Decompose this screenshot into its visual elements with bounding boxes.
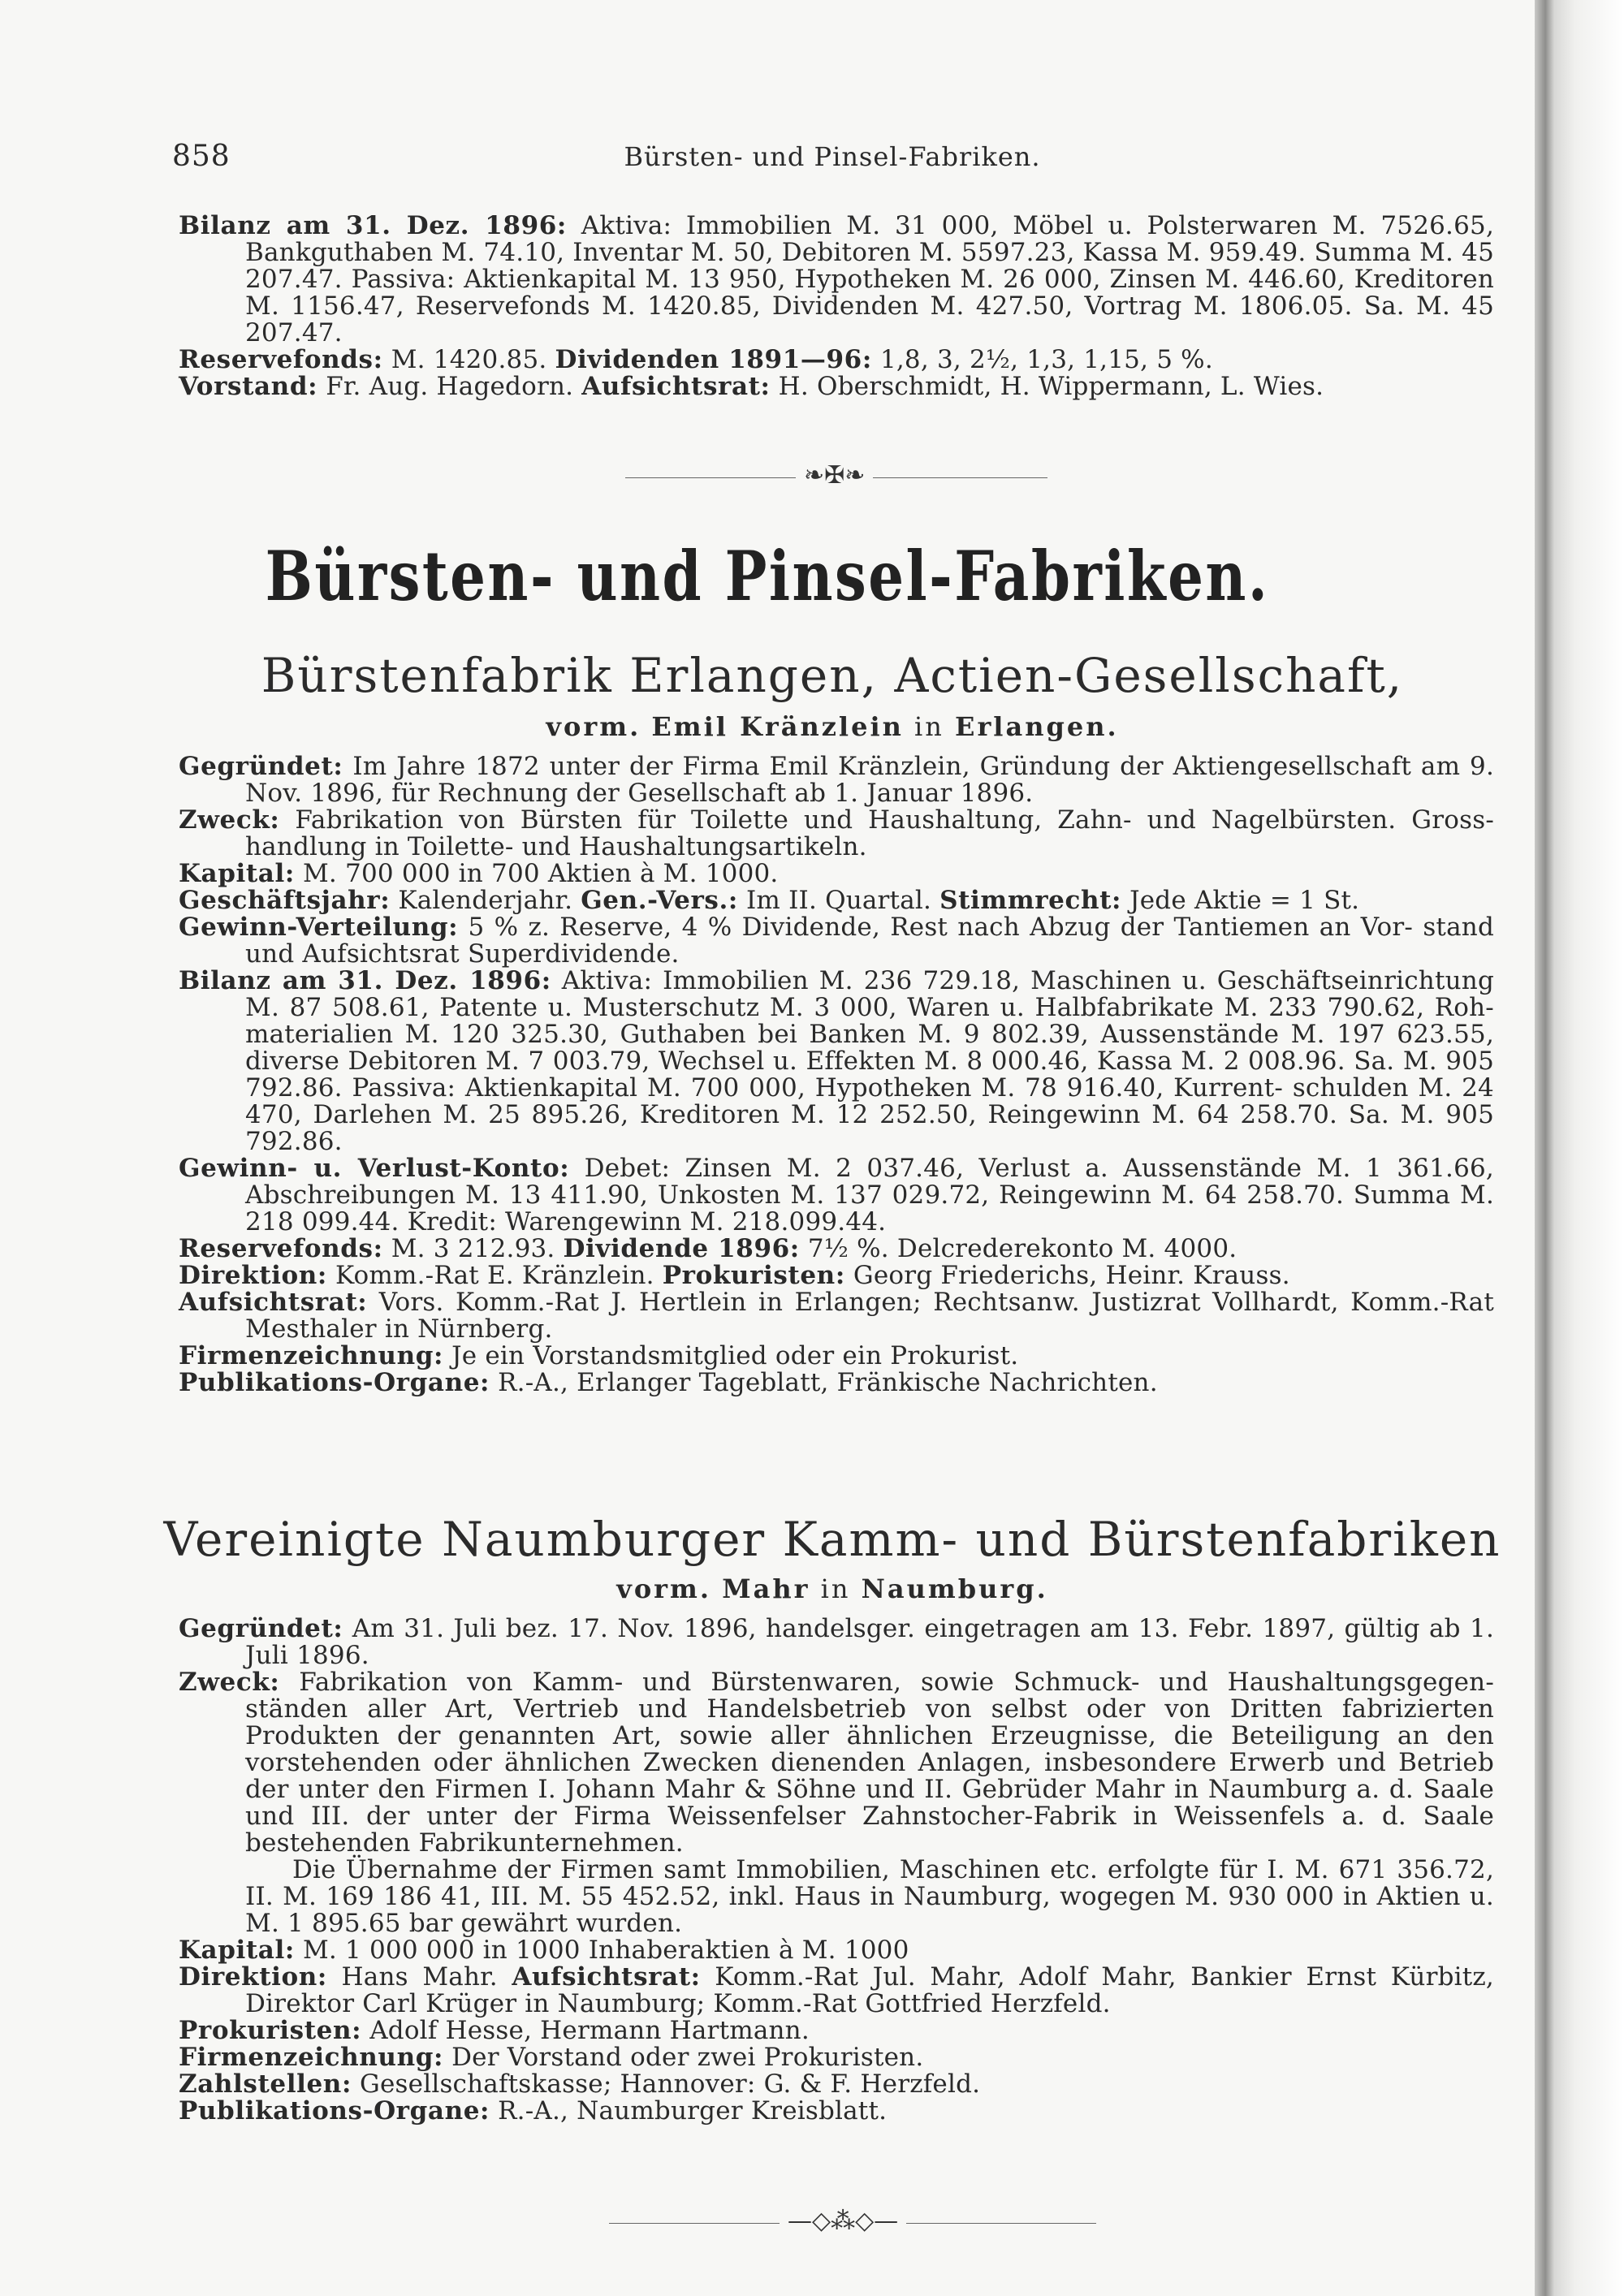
- company1-direktion: Direktion: Komm.-Rat E. Kränzlein. Prokuristen: Georg Friederichs, Heinr. Krauss.: [179, 1261, 1290, 1290]
- company1-aufsichtsrat: Aufsichtsrat: Vors. Komm.-Rat J. Hertlein in Erlangen; Rechtsanw. Justizrat Vollhardt, Komm.-Rat Mesthaler in Nürnberg.: [179, 1288, 1494, 1344]
- ornament-icon: ❧✠❧: [796, 461, 873, 490]
- company2-title: Vereinigte Naumburger Kamm- und Bürstenfabriken: [163, 1512, 1501, 1567]
- prev-bilanz: Bilanz am 31. Dez. 1896: Aktiva: Immobilien M. 31 000, Möbel u. Polsterwaren M. 7526.65, Bankguthaben M. 74.10, Inventar M. 50, Debitoren M. 5597.23, Kassa M. 959.49. Summa M. 45 207.47. Passiva: Aktienkapital M. 13 950, Hypotheken M. 26 000, Zinsen M. 446.60, Kreditoren M. 1156.47, Reservefonds M. 1420.85, Dividenden M. 427.50, Vortrag M. 1806.05. Sa. M. 45 207.47.: [179, 211, 1494, 347]
- company2-zahlstellen: Zahlstellen: Gesellschaftskasse; Hannover: G. & F. Herzfeld.: [179, 2069, 981, 2099]
- company2-kapital: Kapital: M. 1 000 000 in 1000 Inhaberaktien à M. 1000: [179, 1936, 909, 1965]
- company1-gewinn-verteilung: Gewinn-Verteilung: 5 % z. Reserve, 4 % Dividende, Rest nach Abzug der Tantiemen an Vor- stand und Aufsichtsrat Superdividende.: [179, 913, 1494, 969]
- company1-kapital: Kapital: M. 700 000 in 700 Aktien à M. 1000.: [179, 859, 779, 888]
- company2-prokuristen: Prokuristen: Adolf Hesse, Hermann Hartmann.: [179, 2016, 810, 2045]
- company1-bilanz: Bilanz am 31. Dez. 1896: Aktiva: Immobilien M. 236 729.18, Maschinen u. Geschäftseinrichtung M. 87 508.61, Patente u. Musterschutz M. 3 000, Waren u. Halbfabrikate M. 233 790.62, Roh- materialien M. 120 325.30, Guthaben bei Banken M. 9 802.39, Aussenstände M. 197 623.55, diverse Debitoren M. 7 003.79, Wechsel u. Effekten M. 8 000.46, Kassa M. 2 008.96. Sa. M. 905 792.86. Passiva: Aktienkapital M. 700 000, Hypotheken M. 78 916.40, Kurrent- schulden M. 24 470, Darlehen M. 25 895.26, Kreditoren M. 12 252.50, Reingewinn M. 64 258.70. Sa. M. 905 792.86.: [179, 966, 1495, 1156]
- company2-firmenzeichnung: Firmenzeichnung: Der Vorstand oder zwei Prokuristen.: [179, 2043, 924, 2072]
- company1-gegruendet: Gegründet: Im Jahre 1872 unter der Firma Emil Kränzlein, Gründung der Aktiengesellschaft am 9. Nov. 1896, für Rechnung der Gesellschaft ab 1. Januar 1896.: [179, 752, 1494, 808]
- prev-reserve-dividenden: Reservefonds: M. 1420.85. Dividenden 1891—96: 1,8, 3, 2½, 1,3, 1,15, 5 %.: [179, 345, 1213, 374]
- section-title: Bürsten- und Pinsel-Fabriken.: [265, 536, 1270, 616]
- company2-gegruendet: Gegründet: Am 31. Juli bez. 17. Nov. 1896, handelsger. eingetragen am 13. Febr. 1897, gültig ab 1. Juli 1896.: [179, 1614, 1494, 1670]
- page-edge-shadow: [1535, 0, 1624, 2296]
- page-header: [172, 140, 1492, 180]
- page-number: 858: [172, 140, 231, 173]
- company2-publikation: Publikations-Organe: R.-A., Naumburger Kreisblatt.: [179, 2096, 888, 2126]
- prev-company-block: [179, 213, 1494, 400]
- company2-body: [179, 1616, 1494, 2125]
- prev-vorstand: Vorstand: Fr. Aug. Hagedorn. Aufsichtsrat: H. Oberschmidt, H. Wippermann, L. Wies.: [179, 372, 1324, 401]
- company1-body: [179, 753, 1494, 1396]
- company1-subtitle: vorm. Emil Kränzlein in Erlangen.: [546, 711, 1119, 742]
- company1-zweck: Zweck: Fabrikation von Bürsten für Toilette und Haushaltung, Zahn- und Nagelbürsten. Gross- handlung in Toilette- und Haushaltungsartikeln.: [179, 805, 1494, 861]
- company2-subtitle: vorm. Mahr in Naumburg.: [616, 1573, 1048, 1604]
- company1-gewinn-verlust: Gewinn- u. Verlust-Konto: Debet: Zinsen M. 2 037.46, Verlust a. Aussenstände M. 1 361.66, Abschreibungen M. 13 411.90, Unkosten M. 137 029.72, Reingewinn M. 64 258.70. Summa M. 218 099.44. Kredit: Warengewinn M. 218.099.44.: [179, 1154, 1494, 1236]
- company2-direktion: Direktion: Hans Mahr. Aufsichtsrat: Komm.-Rat Jul. Mahr, Adolf Mahr, Bankier Ernst Kürbitz, Direktor Carl Krüger in Naumburg; Komm.-Rat Gottfried Herzfeld.: [179, 1962, 1494, 2018]
- company1-geschaeftsjahr: Geschäftsjahr: Kalenderjahr. Gen.-Vers.: Im II. Quartal. Stimmrecht: Jede Aktie = 1 St.: [179, 886, 1360, 915]
- running-title: Bürsten- und Pinsel-Fabriken.: [624, 141, 1041, 172]
- company1-firmenzeichnung: Firmenzeichnung: Je ein Vorstandsmitglied oder ein Prokurist.: [179, 1341, 1019, 1370]
- ornament-bottom-icon: —◇⁂◇—: [780, 2207, 906, 2235]
- company2-zweck: Zweck: Fabrikation von Kamm- und Bürstenwaren, sowie Schmuck- und Haushaltungsgegen- ständen aller Art, Vertrieb und Handelsbetrieb von selbst oder von Dritten fabrizierten Produkten der genannten Art, sowie aller ähnlichen Erzeugnisse, die Beteiligung an den vorstehenden oder ähnlichen Zwecken dienenden Anlagen, insbesondere Erwerb und Betrieb der unter den Firmen I. Johann Mahr & Söhne und II. Gebrüder Mahr in Naumburg a. d. Saale und III. der unter der Firma Weissenfelser Zahnstocher-Fabrik in Weissenfels a. d. Saale bestehenden Fabrikunternehmen.: [179, 1668, 1494, 1858]
- company1-reserve-dividende: Reservefonds: M. 3 212.93. Dividende 1896: 7½ %. Delcrederekonto M. 4000.: [179, 1234, 1237, 1263]
- company1-title: Bürstenfabrik Erlangen, Actien-Gesellschaft,: [261, 648, 1404, 703]
- company1-publikation: Publikations-Organe: R.-A., Erlanger Tageblatt, Fränkische Nachrichten.: [179, 1368, 1158, 1397]
- company2-uebernahme: Die Übernahme der Firmen samt Immobilien, Maschinen etc. erfolgte für I. M. 671 356.72, II. M. 169 186 41, III. M. 55 452.52, inkl. Haus in Naumburg, wogegen M. 930 000 in Aktien u. M. 1 895.65 bar gewährt wurden.: [245, 1855, 1494, 1938]
